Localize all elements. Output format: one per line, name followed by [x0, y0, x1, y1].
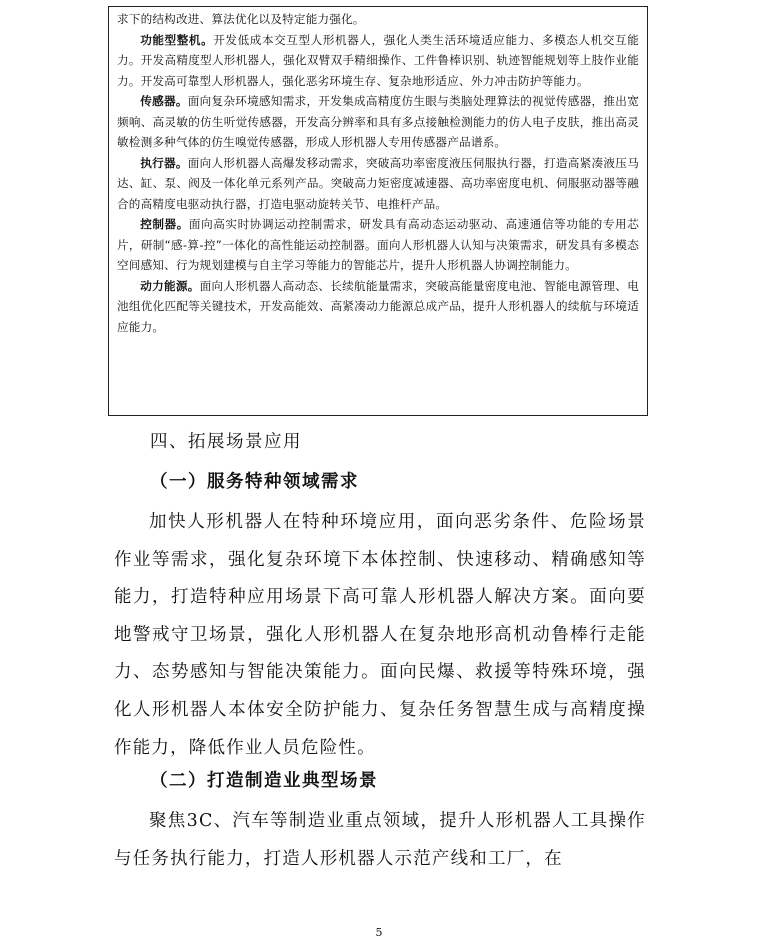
page-number: 5	[375, 926, 383, 939]
box-text: 面向高实时协调运动控制需求，研发具有高动态运动驱动、高速通信等功能的专用芯片，研制“感-算-控”一体化的高性能运动控制器。面向人形机器人认知与决策需求，研发具有多模态空间感知、行为规划建模与自主学习等能力的智能芯片，提升人形机器人协调控制能力。	[117, 217, 639, 272]
box-term: 功能型整机。	[140, 32, 214, 47]
box-text: 面向人形机器人高动态、长续航能量需求，突破高能量密度电池、智能电源管理、电池组优化匹配等关键技术，开发高能效、高紧凑动力能源总成产品，提升人形机器人的续航与环境适应能力。	[117, 278, 639, 334]
box-paragraph-controller	[117, 214, 639, 276]
subsection-body-manufacturing	[114, 803, 646, 878]
box-term: 传感器。	[140, 94, 188, 108]
subsection-heading-manufacturing: （二）打造制造业典型场景	[150, 771, 378, 791]
body-paragraph: 聚焦3C、汽车等制造业重点领域，提升人形机器人工具操作与任务执行能力，打造人形机器人示范产线和工厂，在	[114, 811, 646, 869]
section-heading: 四、拓展场景应用	[150, 432, 302, 452]
box-term: 执行器。	[140, 155, 188, 170]
box-paragraph-sensor	[117, 91, 639, 153]
box-first-line: 求下的结构改进、算法优化以及特定能力强化。	[117, 12, 365, 26]
box-paragraph-power	[117, 276, 639, 338]
policy-detail-box	[108, 6, 648, 416]
box-text: 面向复杂环境感知需求，开发集成高精度仿生眼与类脑处理算法的视觉传感器，推出宽频响、高灵敏的仿生听觉传感器，开发高分辨率和具有多点接触检测能力的仿人电子皮肤，推出高灵敏检测多种气体的仿生嗅觉传感器，形成人形机器人专用传感器产品谱系。	[117, 94, 639, 149]
box-paragraph-functional-machine	[117, 30, 639, 92]
box-text: 开发低成本交互型人形机器人，强化人类生活环境适应能力、多模态人机交互能力。开发高精度型人形机器人，强化双臂双手精细操作、工件鲁棒识别、轨迹智能规划等上肢作业能力。开发高可靠型人形机器人，强化恶劣环境生存、复杂地形适应、外力冲击防护等能力。	[117, 32, 639, 88]
box-term: 动力能源。	[140, 278, 200, 293]
subsection-body-special-fields	[114, 504, 646, 767]
box-term: 控制器。	[140, 217, 189, 231]
box-paragraph-actuator	[117, 153, 639, 215]
box-text: 面向人形机器人高爆发移动需求，突破高功率密度液压伺服执行器，打造高紧凑液压马达、缸、泵、阀及一体化单元系列产品。突破高力矩密度减速器、高功率密度电机、伺服驱动器等融合的高精度电驱动执行器，打造电驱动旋转关节、电推杆产品。	[117, 155, 639, 211]
subsection-heading-special-fields: （一）服务特种领域需求	[150, 472, 359, 492]
body-paragraph: 加快人形机器人在特种环境应用，面向恶劣条件、危险场景作业等需求，强化复杂环境下本体控制、快速移动、精确感知等能力，打造特种应用场景下高可靠人形机器人解决方案。面向要地警戒守卫场景，强化人形机器人在复杂地形高机动鲁棒行走能力、态势感知与智能决策能力。面向民爆、救援等特殊环境，强化人形机器人本体安全防护能力、复杂任务智慧生成与高精度操作能力，降低作业人员危险性。	[114, 512, 646, 758]
